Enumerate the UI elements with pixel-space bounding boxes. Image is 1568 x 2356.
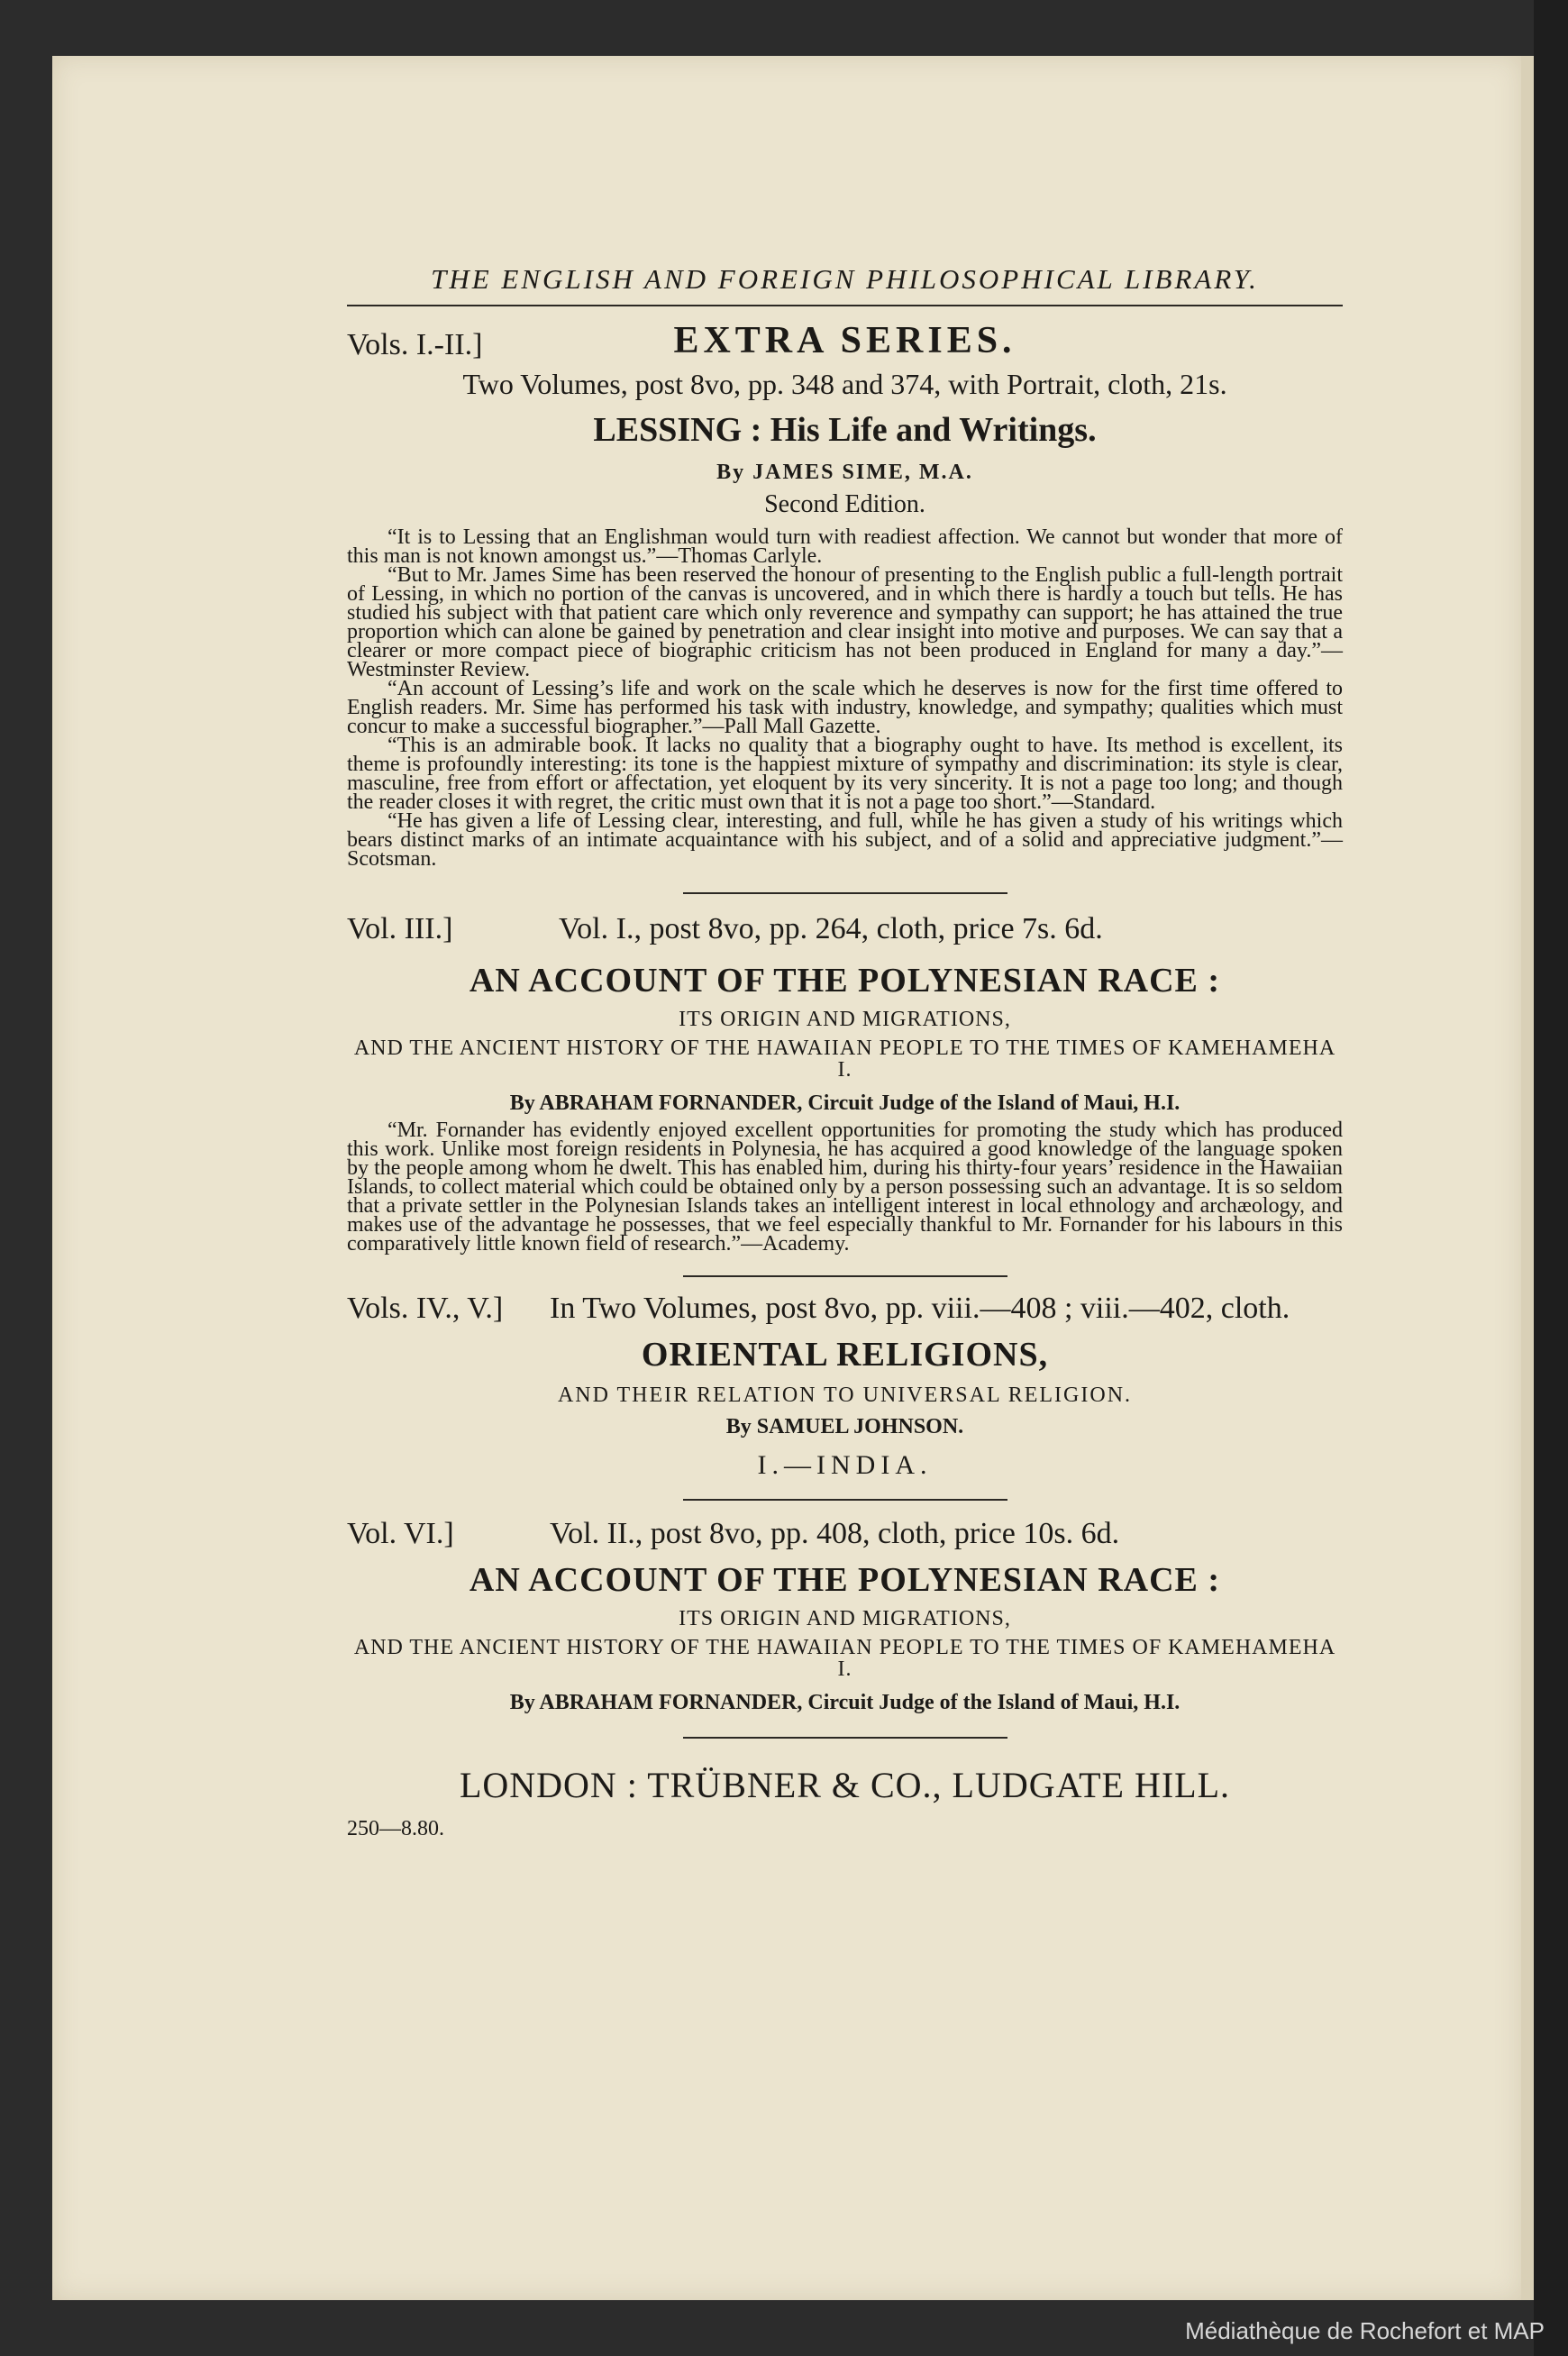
lessing-title: LESSING : His Life and Writings. [593,411,1097,449]
running-header: THE ENGLISH AND FOREIGN PHILOSOPHICAL LIBRARY. [347,263,1343,306]
vol3-subtitle-history: AND THE ANCIENT HISTORY OF THE HAWAIIAN PEOPLE TO THE TIMES OF KAMEHAMEHA I. [353,1036,1336,1082]
review-quote: “But to Mr. James Sime has been reserved the honour of presenting to the English public a full-length portrait of Lessing, in which no portion of the canvas is uncovered, and in which there is hardly a touch but tells. He has studied his subject with that patient care which only reverence and sympathy can support; he has attained the true proportion which can alone be gained by penetration and clear insight into motive and purposes. We can say that a clearer or more compact piece of biographic criticism has not been produced in England for many a day.”—Westminster Review. [347,563,1343,681]
lessing-author: By JAMES SIME, M.A. [716,461,973,484]
vol3-format: Vol. I., post 8vo, pp. 264, cloth, price 7s. 6d. [559,912,1103,945]
vol-label-6: Vol. VI.] [347,1517,454,1550]
review-quote: “This is an admirable book. It lacks no quality that a biography ought to have. Its method is excellent, its theme is profoundly interesting: its tone is the happiest mixture of sympathy and discrimination: its style is clear, masculine, free from effort or affectation, yet eloquent by its very sincerity. It is not a page too long; and though the reader closes it with regret, the critic must own that it is not a page too short.”—Standard. [347,734,1343,814]
page-edge [1521,56,1534,2300]
vol6-author: By ABRAHAM FORNANDER, Circuit Judge of the Island of Maui, H.I. [509,1691,1181,1714]
page-content [347,263,1343,1841]
vol6-subtitle-origin: ITS ORIGIN AND MIGRATIONS, [679,1607,1011,1630]
vol3-review: “Mr. Fornander has evidently enjoyed excellent opportunities for promoting the study which has produced this work. Unlike most foreign residents in Polynesia, he has acquired a good knowledge of the language spoken by the people among whom he dwelt. This has enabled him, during his thirty-four years’ residence in the Hawaiian Islands, to collect material which could be obtained only by a person possessing such an advantage. It is so seldom that a private settler in the Polynesian Islands takes an intelligent interest in local ethnology and archæology, and makes use of the advantage he possesses, that we feel especially thankful to Mr. Fornander for his labours in this comparatively little known field of research.”—Academy. [347,1119,1343,1256]
lessing-reviews [347,525,1343,871]
vol6-heading-row [347,1517,1343,1553]
vol-label-3: Vol. III.] [347,912,453,945]
section-divider [683,1499,1007,1501]
library-watermark: Médiathèque de Rochefort et MAP [1185,2317,1545,2344]
section-divider [683,1275,1007,1277]
vol6-subtitle-history: AND THE ANCIENT HISTORY OF THE HAWAIIAN PEOPLE TO THE TIMES OF KAMEHAMEHA I. [353,1636,1336,1681]
print-code: 250—8.80. [347,1817,444,1840]
vol6-title: AN ACCOUNT OF THE POLYNESIAN RACE : [469,1561,1221,1599]
vol3-subtitle-origin: ITS ORIGIN AND MIGRATIONS, [679,1008,1011,1031]
vol45-format: In Two Volumes, post 8vo, pp. viii.—408 ; viii.—402, cloth. [550,1292,1290,1325]
vol-label-1-2: Vols. I.-II.] [347,328,483,361]
vol45-title: ORIENTAL RELIGIONS, [641,1336,1049,1374]
review-quote: “It is to Lessing that an Englishman would turn with readiest affection. We cannot but wonder that more of this man is not known amongst us.”—Thomas Carlyle. [347,525,1343,568]
vol-label-4-5: Vols. IV., V.] [347,1292,504,1325]
vol45-part: I.—INDIA. [757,1450,933,1480]
extra-series-heading-row [347,319,1343,362]
publisher-imprint: LONDON : TRÜBNER & CO., LUDGATE HILL. [459,1765,1231,1805]
book-spine [1534,0,1568,2356]
section-divider [683,892,1007,894]
lessing-edition: Second Edition. [764,490,925,518]
vol6-format: Vol. II., post 8vo, pp. 408, cloth, price 10s. 6d. [550,1517,1120,1550]
section-divider [683,1737,1007,1739]
series-title: EXTRA SERIES. [673,320,1016,361]
vol45-subtitle: AND THEIR RELATION TO UNIVERSAL RELIGION. [557,1383,1133,1407]
review-quote: “He has given a life of Lessing clear, interesting, and full, while he has given a study of his writings which bears distinct marks of an intimate acquaintance with his subject, and of a solid and appreciative judgment.”—Scotsman. [347,809,1343,871]
vol3-title: AN ACCOUNT OF THE POLYNESIAN RACE : [469,962,1221,1000]
vol45-author: By SAMUEL JOHNSON. [725,1415,964,1438]
vol3-author: By ABRAHAM FORNANDER, Circuit Judge of the Island of Maui, H.I. [509,1091,1181,1115]
vol3-heading-row [347,912,1343,948]
vol45-heading-row [347,1292,1343,1328]
review-quote: “An account of Lessing’s life and work on the scale which he deserves is now for the first time offered to English readers. Mr. Sime has performed his task with industry, knowledge, and sympathy; qualities which must concur to make a successful biographer.”—Pall Mall Gazette. [347,677,1343,738]
lessing-format: Two Volumes, post 8vo, pp. 348 and 374, with Portrait, cloth, 21s. [462,368,1227,400]
